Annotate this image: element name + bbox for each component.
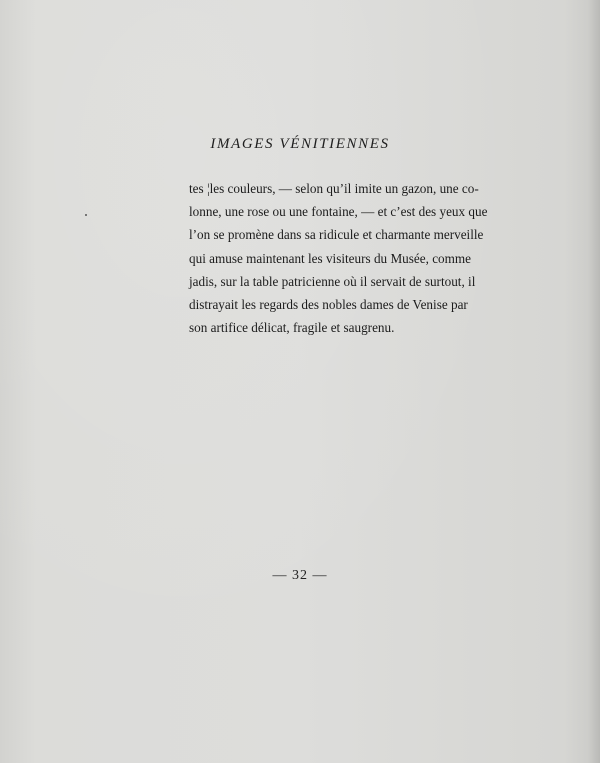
text-line: distrayait les regards des nobles dames de Venise par <box>189 297 468 313</box>
text-line: son artifice délicat, fragile et saugrenu. <box>189 320 395 336</box>
paper-speck <box>85 214 87 216</box>
body-paragraph <box>189 177 488 339</box>
text-line: lonne, une rose ou une fontaine, — et c’est des yeux que <box>189 204 488 220</box>
running-head: IMAGES VÉNITIENNES <box>210 136 390 152</box>
page-number: — 32 — <box>272 568 328 583</box>
text-line: tes ¦les couleurs, — selon qu’il imite un gazon, une co- <box>189 181 479 196</box>
text-line: l’on se promène dans sa ridicule et charmante merveille <box>189 227 484 243</box>
text-line: jadis, sur la table patricienne où il servait de surtout, il <box>189 273 476 289</box>
page-edge-shadow <box>588 0 600 763</box>
text-line: qui amuse maintenant les visiteurs du Musée, comme <box>189 250 472 266</box>
